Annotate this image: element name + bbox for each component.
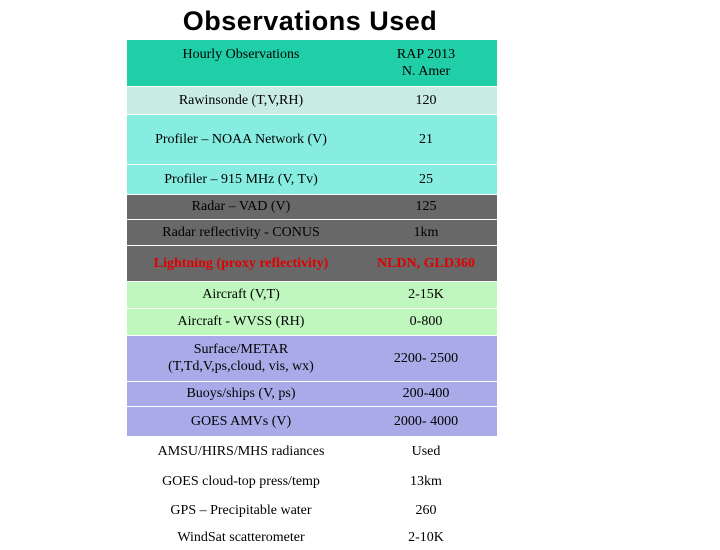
- row-obs: Aircraft - WVSS (RH): [127, 308, 355, 335]
- table-header-row: [127, 40, 497, 86]
- row-value: Used: [355, 436, 497, 466]
- table-row: [127, 381, 497, 406]
- row-obs: WindSat scatterometer: [127, 525, 355, 549]
- row-obs: GPS – Precipitable water: [127, 496, 355, 525]
- row-obs: Profiler – NOAA Network (V): [127, 114, 355, 164]
- row-value: 25: [355, 164, 497, 194]
- row-obs: Buoys/ships (V, ps): [127, 381, 355, 406]
- table-row: [127, 525, 497, 549]
- table-row: [127, 219, 497, 245]
- row-value: 120: [355, 86, 497, 114]
- table-row: [127, 406, 497, 436]
- table-row: [127, 281, 497, 308]
- row-value: 2000- 4000: [355, 406, 497, 436]
- row-obs: Aircraft (V,T): [127, 281, 355, 308]
- header-hourly-observations: Hourly Observations: [127, 40, 355, 86]
- table-row: [127, 86, 497, 114]
- row-value: 1km: [355, 219, 497, 245]
- row-obs: Surface/METAR (T,Td,V,ps,cloud, vis, wx): [127, 335, 355, 381]
- header-rap-2013: RAP 2013 N. Amer: [355, 40, 497, 86]
- row-obs: GOES cloud-top press/temp: [127, 466, 355, 496]
- row-value: 13km: [355, 466, 497, 496]
- table-row: [127, 466, 497, 496]
- row-value: 2-15K: [355, 281, 497, 308]
- row-obs: Lightning (proxy reflectivity): [127, 245, 355, 281]
- row-value: 2-10K: [355, 525, 497, 549]
- row-obs: Radar – VAD (V): [127, 194, 355, 219]
- row-value: NLDN, GLD360: [355, 245, 497, 281]
- row-obs: Profiler – 915 MHz (V, Tv): [127, 164, 355, 194]
- row-value: 200-400: [355, 381, 497, 406]
- row-value: 125: [355, 194, 497, 219]
- table-row: [127, 496, 497, 525]
- row-value: 2200- 2500: [355, 335, 497, 381]
- table-row: [127, 194, 497, 219]
- table-row: [127, 245, 497, 281]
- row-value: 260: [355, 496, 497, 525]
- table-row: [127, 436, 497, 466]
- table-row: [127, 114, 497, 164]
- table-row: [127, 335, 497, 381]
- row-obs: GOES AMVs (V): [127, 406, 355, 436]
- row-obs: AMSU/HIRS/MHS radiances: [127, 436, 355, 466]
- row-value: 0-800: [355, 308, 497, 335]
- table-row: [127, 164, 497, 194]
- row-obs: Radar reflectivity - CONUS: [127, 219, 355, 245]
- table-row: [127, 308, 497, 335]
- observations-table: [127, 40, 497, 550]
- row-value: 21: [355, 114, 497, 164]
- page-title: Observations Used: [182, 6, 438, 36]
- row-obs: Rawinsonde (T,V,RH): [127, 86, 355, 114]
